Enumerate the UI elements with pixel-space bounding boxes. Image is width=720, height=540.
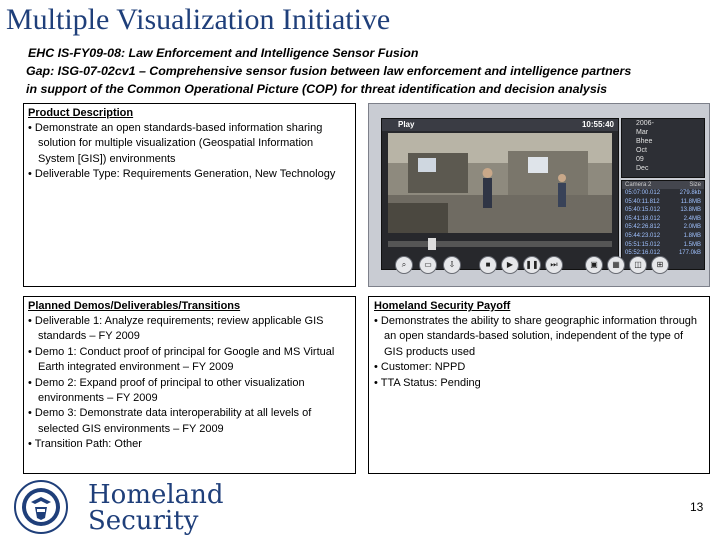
tree-item[interactable]: Mar (636, 129, 649, 136)
product-description-box (23, 103, 356, 287)
video-screen (381, 118, 619, 270)
list-item: • Demonstrate an open standards-based information sharing solution for multiple visualization (Geospatial Information System [GIS]) environments (28, 121, 351, 167)
planned-demos-box (23, 296, 356, 474)
fullscreen-icon[interactable]: ▣ (585, 256, 603, 274)
grid-icon[interactable]: ▦ (607, 256, 625, 274)
subtitle-line-3: in support of the Common Operational Picture (COP) for threat identification and decision analysis (26, 82, 608, 96)
video-clock: 10:55:40 (581, 120, 614, 129)
seek-bar[interactable] (388, 241, 612, 247)
logo-word-security: Security (88, 506, 199, 536)
tree-item[interactable]: Oct (636, 147, 647, 154)
list-item: • Customer: NPPD (374, 360, 704, 375)
planned-demos-list (28, 314, 351, 453)
screen-icon[interactable]: ▭ (419, 256, 437, 274)
video-player-screenshot (368, 103, 710, 287)
table-cell: 1.8MB (683, 232, 701, 239)
table-cell: 13.8MB (680, 207, 701, 214)
table-cell: 05:40:11.812 (625, 198, 660, 205)
table-cell: 2.4MB (683, 215, 701, 222)
list-item: • Deliverable 1: Analyze requirements; review applicable GIS standards – FY 2009 (28, 314, 351, 345)
column-header: Camera 2 (625, 182, 652, 188)
table-cell: 2.0MB (683, 224, 701, 231)
table-cell: 11.8MB (680, 198, 701, 205)
recording-list-header (622, 181, 704, 189)
table-cell: 05:52:16.012 (625, 250, 661, 257)
payoff-heading: Homeland Security Payoff (374, 300, 511, 312)
table-cell: 279.8kb (679, 190, 701, 196)
table-cell: 05:51:15.012 (625, 241, 661, 248)
list-item: • Demo 3: Demonstrate data interoperability at all levels of selected GIS environments – FY 2009 (28, 406, 351, 437)
list-item: • Demo 1: Conduct proof of principal for Google and MS Virtual Earth integrated environment – FY 2009 (28, 345, 351, 376)
table-row[interactable] (622, 223, 704, 232)
payoff-box (368, 296, 710, 474)
tile-icon[interactable]: ◫ (629, 256, 647, 274)
page-title: Multiple Visualization Initiative (6, 3, 391, 36)
tree-item[interactable]: Bhee (636, 138, 653, 145)
layout-icon[interactable]: ⊞ (651, 256, 669, 274)
table-cell: 05:41:18.012 (625, 215, 661, 222)
table-cell: 1.5MB (683, 241, 701, 248)
tree-item[interactable]: Dec (636, 165, 649, 172)
subtitle-line-1: EHC IS-FY09-08: Law Enforcement and Intelligence Sensor Fusion (28, 46, 419, 60)
table-cell: 05:44:23.012 (625, 232, 661, 239)
table-cell: 177.0kB (678, 250, 701, 257)
list-item: • Deliverable Type: Requirements Generation, New Technology (28, 167, 351, 182)
subtitle-block (26, 44, 716, 98)
stop-icon[interactable]: ■ (479, 256, 497, 274)
table-cell: 05:42:26.812 (625, 224, 661, 231)
table-row[interactable] (622, 215, 704, 224)
skip-icon[interactable]: ⏭ (545, 256, 563, 274)
table-row[interactable] (622, 189, 704, 198)
tree-item[interactable]: 09 (636, 156, 644, 163)
table-cell: 05:07:00.012 (625, 190, 661, 196)
save-icon[interactable]: ⇩ (443, 256, 461, 274)
table-cell: 05:40:15.012 (625, 207, 661, 214)
list-item: • Transition Path: Other (28, 437, 351, 452)
table-row[interactable] (622, 241, 704, 250)
table-row[interactable] (622, 206, 704, 215)
seek-handle[interactable] (428, 238, 436, 250)
product-description-list (28, 121, 351, 183)
tree-item[interactable]: 2006- (636, 120, 654, 127)
homeland-security-logo (14, 480, 224, 536)
product-description-heading: Product Description (28, 107, 134, 119)
play-icon[interactable]: ▶ (501, 256, 519, 274)
subtitle-line-2: Gap: ISG-07-02cv1 – Comprehensive sensor fusion between law enforcement and intelligence partners (26, 64, 632, 78)
pause-icon[interactable]: ❚❚ (523, 256, 541, 274)
play-mode-label: Play (398, 120, 415, 129)
list-item: • Demo 2: Expand proof of principal to other visualization environments – FY 2009 (28, 376, 351, 407)
payoff-list (374, 314, 704, 391)
camera-tree[interactable] (621, 118, 705, 178)
video-title-bar (382, 119, 618, 131)
table-row[interactable] (622, 232, 704, 241)
list-item: • TTA Status: Pending (374, 376, 704, 391)
surveillance-frame (388, 133, 612, 233)
table-row[interactable] (622, 198, 704, 207)
dhs-seal-icon (14, 480, 68, 534)
column-header: Size (689, 182, 701, 188)
search-icon[interactable]: ⌕ (395, 256, 413, 274)
player-controls (395, 256, 705, 278)
page-number: 13 (690, 500, 704, 514)
list-item: • Demonstrates the ability to share geographic information through an open standards-based solution, independent of the type of GIS products used (374, 314, 704, 360)
logo-word-homeland: Homeland (88, 480, 224, 510)
planned-demos-heading: Planned Demos/Deliverables/Transitions (28, 300, 241, 312)
